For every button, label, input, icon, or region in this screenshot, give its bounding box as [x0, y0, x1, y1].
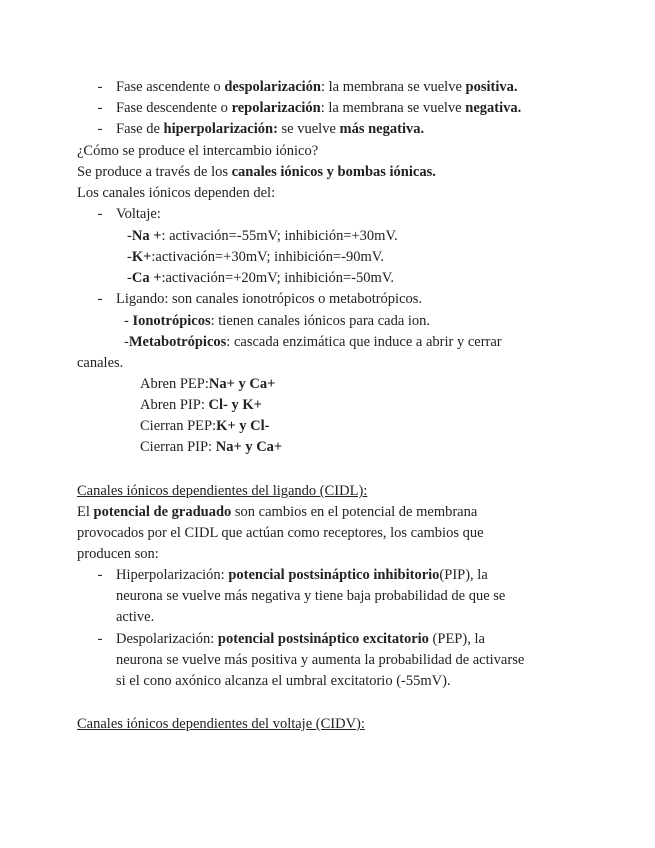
pep-ions: K+ y Cl-	[216, 418, 270, 434]
phase-result: positiva.	[465, 79, 518, 95]
pep-line: Cierran PIP: Na+ y Ca+	[140, 439, 283, 455]
ion-line: -K+:activación=+30mV; inhibición=-90mV.	[127, 249, 384, 265]
pep-line: Abren PEP:Na+ y Ca+	[140, 376, 276, 392]
voltage-label: Voltaje:	[116, 206, 161, 222]
metabotropic-term: Metabotrópicos	[128, 334, 227, 350]
phase-text: : la membrana se vuelve	[320, 79, 466, 95]
list-dash: -	[97, 206, 103, 222]
ionotropic-term: Ionotrópicos	[132, 313, 211, 329]
phase-term: hiperpolarización:	[163, 121, 278, 137]
list-dash: -	[97, 567, 103, 583]
list-dash: -	[97, 100, 103, 116]
cidl-heading: Canales iónicos dependientes del ligando (CIDL):	[77, 483, 368, 499]
phase-text: Fase descendente o	[116, 100, 232, 116]
pep-line: Cierran PEP:K+ y Cl-	[140, 418, 270, 434]
metabotropic-line: -Metabotrópicos: cascada enzimática que induce a abrir y cerrar	[124, 334, 502, 350]
document-page: - Fase ascendente o despolarización: la membrana se vuelve positiva. - Fase descendente o repolarización: la membrana se vuelve negativa. - Fase de hiperpolarización: se vuelve más negativa. ¿Cómo se produce el intercambio iónico? Se produce a través de los canales iónicos y bombas iónicas. Los canales iónicos dependen del: - Voltaje: -Na +: activación=-55mV; inhibición=+30mV. -K+:activación=+30mV; inhibición=-90mV. -Ca +:activación=+20mV; inhibición=-50mV. - Ligando: son canales ionotrópicos o metabotrópicos. - Ionotrópicos: tienen canales iónicos para cada ion. -Metabotrópicos: cascada enzimática que induce a abrir y cerrar canales. Abren PEP:Na+ y Ca+ Abren PIP: Cl- y K+ Cierran PEP:K+ y Cl- Cierran PIP: Na+ y Ca+ Canales iónicos dependientes del ligando (CIDL): El potencial de graduado son cambios en el potencial de membrana provocados por el CIDL que actúan como receptores, los cambios que producen son: - Hiperpolarización: potencial postsináptico inhibitorio(PIP), la neurona se vuelve más negativa y tiene baja probabilidad de que se active. - Despolarización: potencial postsináptico excitatorio (PEP), la neurona se vuelve más positiva y aumenta la probabilidad de activarse si el cono axónico alcanza el umbral excitatorio (-55mV). Canales iónicos dependientes del voltaje (CIDV):	[0, 0, 655, 848]
ion-line: -Ca +:activación=+20mV; inhibición=-50mV.	[127, 270, 395, 286]
cidl-intro-line: El potencial de graduado son cambios en el potencial de membrana	[77, 504, 478, 520]
phase-result: negativa.	[465, 100, 522, 116]
answer-text: Se produce a través de los canales iónicos y bombas iónicas.	[77, 164, 436, 180]
phase-text: Fase de	[116, 121, 164, 137]
cidl-intro-line: producen son:	[77, 546, 159, 562]
ion-name: K+	[131, 249, 152, 265]
phase-text: : la membrana se vuelve	[320, 100, 466, 116]
phase-term: despolarización	[224, 79, 321, 95]
cidv-heading: Canales iónicos dependientes del voltaje (CIDV):	[77, 716, 365, 732]
pep-ions: Na+ y Ca+	[208, 376, 276, 392]
graded-potential-term: potencial de graduado	[93, 504, 232, 520]
list-item-cont: active.	[116, 609, 155, 625]
list-item-cont: neurona se vuelve más positiva y aumenta la probabilidad de activarse	[116, 652, 525, 668]
phase-text: Fase ascendente o	[116, 79, 225, 95]
pep-ions: Cl- y K+	[208, 397, 262, 413]
pep-term: potencial postsináptico excitatorio	[217, 631, 429, 647]
list-dash: -	[97, 121, 103, 137]
ion-line: -Na +: activación=-55mV; inhibición=+30mV.	[127, 228, 398, 244]
pep-ions: Na+ y Ca+	[215, 439, 283, 455]
list-dash: -	[97, 291, 103, 307]
list-dash: -	[97, 79, 103, 95]
answer-bold: canales iónicos y bombas iónicas.	[231, 164, 436, 180]
phase-result: más negativa.	[339, 121, 425, 137]
list-dash: -	[97, 631, 103, 647]
ligand-label: Ligando: son canales ionotrópicos o metabotrópicos.	[116, 291, 423, 307]
ionotropic-line: - Ionotrópicos: tienen canales iónicos para cada ion.	[124, 313, 431, 329]
list-item-cont: si el cono axónico alcanza el umbral excitatorio (-55mV).	[116, 673, 451, 689]
ion-name: Na +	[131, 228, 162, 244]
cidl-intro-line: provocados por el CIDL que actúan como receptores, los cambios que	[77, 525, 484, 541]
metabotropic-cont: canales.	[77, 355, 124, 371]
pip-term: potencial postsináptico inhibitorio	[228, 567, 440, 583]
ion-name: Ca +	[131, 270, 162, 286]
phase-term: repolarización	[231, 100, 321, 116]
question-text: ¿Cómo se produce el intercambio iónico?	[77, 143, 319, 159]
depends-intro: Los canales iónicos dependen del:	[77, 185, 276, 201]
pep-line: Abren PIP: Cl- y K+	[140, 397, 262, 413]
phase-text: se vuelve	[277, 121, 340, 137]
list-item-cont: neurona se vuelve más negativa y tiene baja probabilidad de que se	[116, 588, 506, 604]
